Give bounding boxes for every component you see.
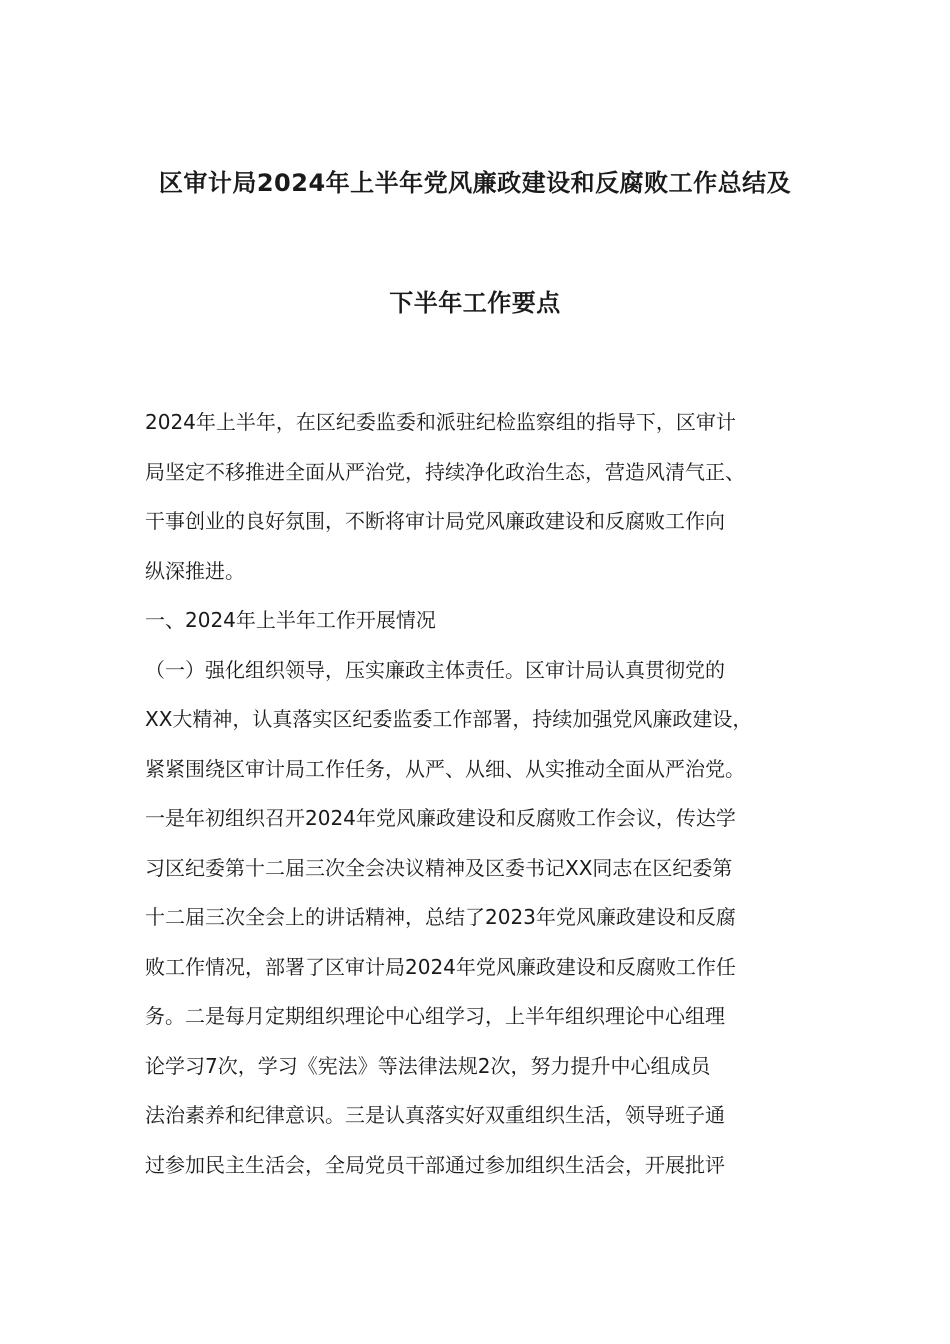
body-line: 败工作情况，部署了区审计局2024年党风廉政建设和反腐败工作任 [145, 954, 736, 979]
body-line: 论学习7次，学习《宪法》等法律法规2次，努力提升中心组成员 [145, 1053, 711, 1078]
body-line: 2024年上半年，在区纪委监委和派驻纪检监察组的指导下，区审计 [145, 410, 736, 434]
body-line: 法治素养和纪律意识。三是认真落实好双重组织生活，领导班子通 [145, 1103, 725, 1127]
body-line: 一是年初组织召开2024年党风廉政建设和反腐败工作会议，传达学 [145, 806, 736, 830]
body-line: 务。二是每月定期组织理论中心组学习，上半年组织理论中心组理 [145, 1004, 725, 1028]
document-title-line-2: 下半年工作要点 [389, 289, 561, 317]
section-heading: 一、2024年上半年工作开展情况 [145, 608, 436, 632]
body-line: 习区纪委第十二届三次全会决议精神及区委书记XX同志在区纪委第 [145, 855, 733, 880]
document-body [145, 398, 825, 1190]
body-line: 干事创业的良好氛围，不断将审计局党风廉政建设和反腐败工作向 [145, 509, 725, 533]
body-line: 局坚定不移推进全面从严治党，持续净化政治生态，营造风清气正、 [145, 459, 745, 484]
document-title-line-1: 区审计局2024年上半年党风廉政建设和反腐败工作总结及 [158, 169, 792, 197]
body-line: 过参加民主生活会，全局党员干部通过参加组织生活会，开展批评 [145, 1152, 725, 1177]
body-line: 纵深推进。 [145, 558, 245, 583]
body-line: （一）强化组织领导，压实廉政主体责任。区审计局认真贯彻党的 [145, 657, 725, 682]
body-line: XX大精神，认真落实区纪委监委工作部署，持续加强党风廉政建设， [145, 707, 753, 731]
body-line: 十二届三次全会上的讲话精神，总结了2023年党风廉政建设和反腐 [145, 905, 736, 929]
body-line: 紧紧围绕区审计局工作任务，从严、从细、从实推动全面从严治党。 [145, 756, 745, 781]
